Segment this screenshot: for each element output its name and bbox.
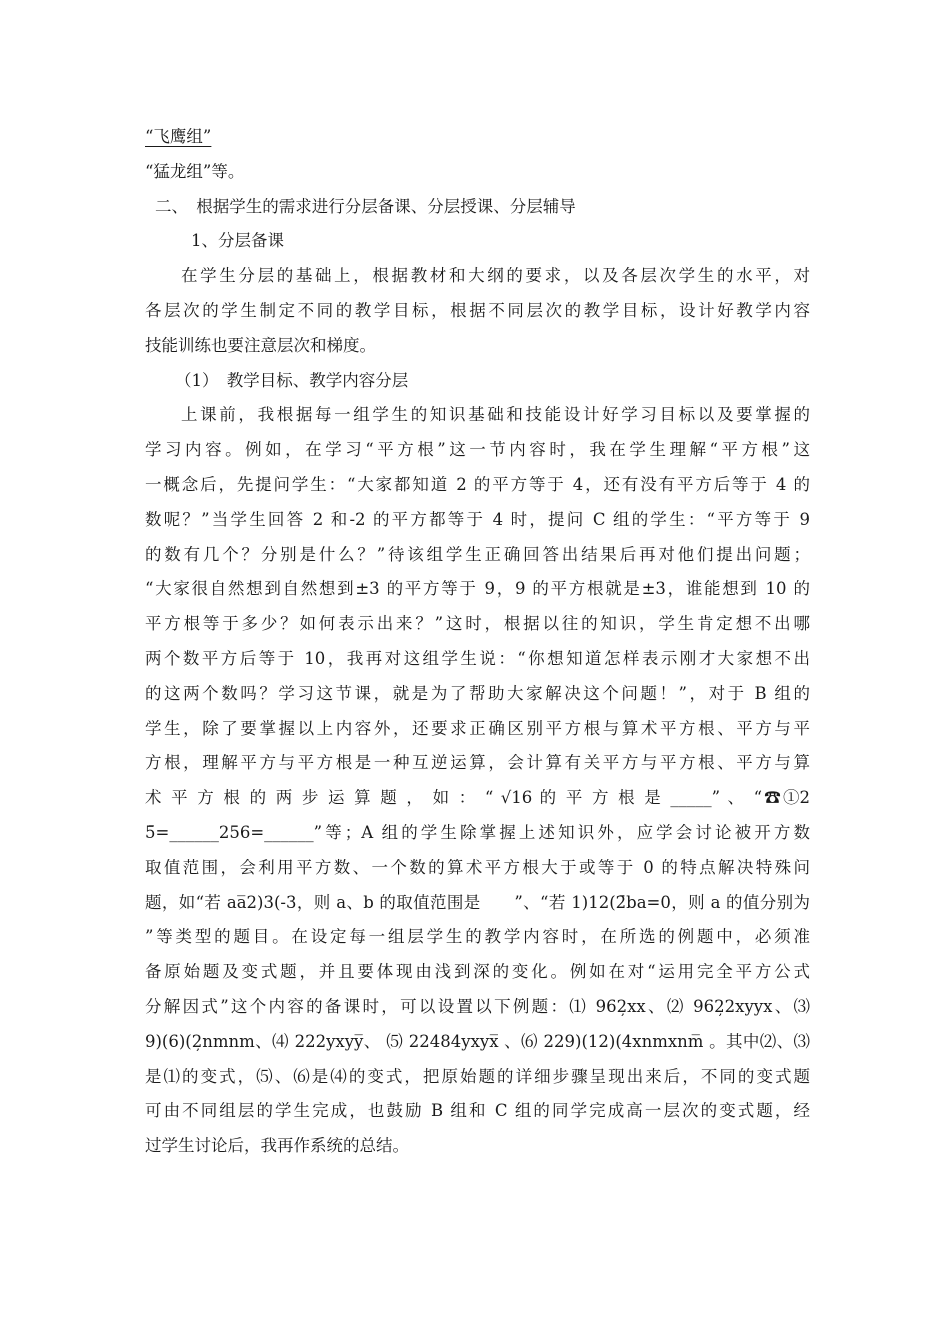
paragraph-line: 一概念后，先提问学生：“大家都知道 2 的平方等于 4，还有没有平方后等于 4 的 xyxy=(145,474,810,494)
section-heading: 二、 根据学生的需求进行分层备课、分层授课、分层辅导 xyxy=(155,196,576,216)
paragraph-line: 9)(6)(2̦nmnm、⑷ 222yxyy̅、 ⑸ 22484yxyx̅ 、⑹ 229)(12)(4xnmxnm̅ 。其中⑵、⑶ xyxy=(145,1031,810,1051)
paragraph-line: 5̄=______256=______”等；A 组的学生除掌握上述知识外，应学会讨论被开方数 xyxy=(145,822,810,842)
paragraph-line: ”等类型的题目。在设定每一组层学生的教学内容时，在所选的例题中，必须准 xyxy=(145,927,810,947)
paragraph-line: 学习内容。例如，在学习“平方根”这一节内容时，我在学生理解“平方根”这 xyxy=(145,440,810,460)
paragraph-line: 在学生分层的基础上，根据教材和大纲的要求，以及各层次学生的水平，对 xyxy=(181,266,810,286)
paragraph-line: 备原始题及变式题，并且要体现由浅到深的变化。例如在对“运用完全平方公式 xyxy=(145,962,810,982)
paragraph-line: 各层次的学生制定不同的教学目标，根据不同层次的教学目标，设计好教学内容 xyxy=(145,300,810,320)
paragraph-line: 的这两个数吗？学习这节课，就是为了帮助大家解决这个问题！”，对于 B 组的 xyxy=(145,683,810,703)
paragraph-line: 学生，除了要掌握以上内容外，还要求正确区别平方根与算术平方根、平方与平 xyxy=(145,718,810,738)
paragraph-line: 数呢？”当学生回答 2 和-2 的平方都等于 4 时，提问 C 组的学生：“平方等于 9 xyxy=(145,509,810,529)
group-name-line: “猛龙组”等。 xyxy=(145,161,245,181)
paragraph-line: 题，如“若 aa̅2)3(-3，则 a、b 的取值范围是 ”、“若 1)12(2̄ba=0，则 a 的值分别为 xyxy=(145,892,810,912)
paragraph-line: 过学生讨论后，我再作系统的总结。 xyxy=(145,1136,409,1156)
subsection-heading: （1） 教学目标、教学内容分层 xyxy=(175,370,409,390)
paragraph-line: 可由不同组层的学生完成，也鼓励 B 组和 C 组的同学完成高一层次的变式题，经 xyxy=(145,1101,810,1121)
group-name-line: “飞鹰组” xyxy=(145,127,212,146)
paragraph-line: “大家很自然想到自然想到±3 的平方等于 9，9 的平方根就是±3，谁能想到 10 的 xyxy=(145,579,810,599)
paragraph-line: 平方根等于多少？如何表示出来？”这时，根据以往的知识，学生肯定想不出哪 xyxy=(145,614,810,634)
paragraph-line: 技能训练也要注意层次和梯度。 xyxy=(145,335,376,355)
paragraph-line: 的数有几个？分别是什么？”待该组学生正确回答出结果后再对他们提出问题； xyxy=(145,544,810,564)
subsection-heading: 1、分层备课 xyxy=(191,231,284,251)
paragraph-line: 是⑴的变式，⑸、⑹是⑷的变式，把原始题的详细步骤呈现出来后，不同的变式题 xyxy=(145,1066,810,1086)
paragraph-line: 两个数平方后等于 10，我再对这组学生说：“你想知道怎样表示刚才大家想不出 xyxy=(145,648,810,668)
document-body xyxy=(145,120,810,1164)
paragraph-line: 分解因式”这个内容的备课时，可以设置以下例题：⑴ 962̦xx、⑵ 962̦2xyyx、⑶ xyxy=(145,996,810,1016)
paragraph-line: 方根，理解平方与平方根是一种互逆运算，会计算有关平方与平方根、平方与算 xyxy=(145,753,810,773)
paragraph-line: 上课前，我根据每一组学生的知识基础和技能设计好学习目标以及要掌握的 xyxy=(181,405,810,425)
paragraph-line: 术 平 方 根 的 两 步 运 算 题 ， 如 ： “ √16 的 平 方 根 是 _____” 、 “☎➀2 xyxy=(145,788,810,808)
paragraph-line: 取值范围，会利用平方数、一个数的算术平方根大于或等于 0 的特点解决特殊问 xyxy=(145,857,810,877)
